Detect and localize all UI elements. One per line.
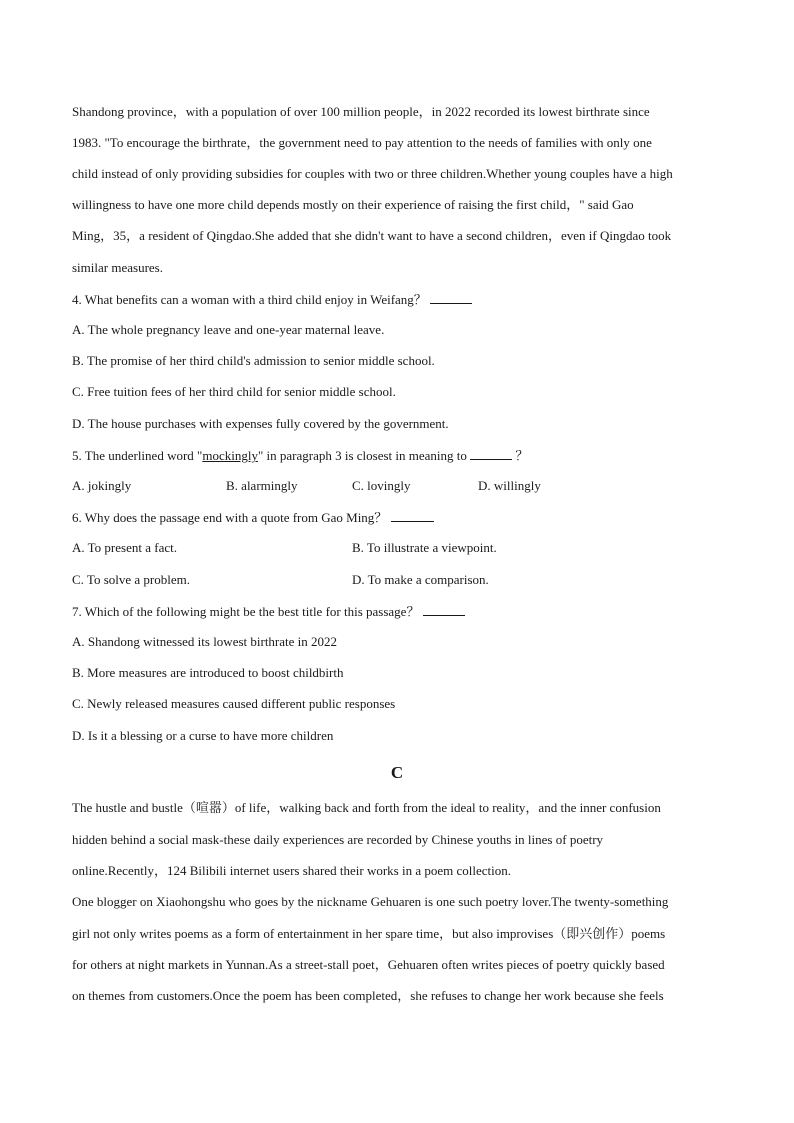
question-6-stem: [72, 509, 434, 526]
question-5-text-end: ？: [515, 448, 529, 463]
question-6-text: 6. Why does the passage end with a quote from Gao Ming？: [72, 510, 388, 525]
passage-line-1: Shandong province，with a population of over 100 million people，in 2022 recorded its lowest birthrate since: [72, 104, 650, 119]
question-5-text-before: 5. The underlined word ": [72, 448, 203, 463]
question-4-stem: [72, 291, 472, 308]
question-5-option-a: A. jokingly: [72, 478, 132, 493]
question-4-option-a: A. The whole pregnancy leave and one-year maternal leave.: [72, 322, 385, 337]
section-c-line-6: for others at night markets in Yunnan.As a street-stall poet，Gehuaren often writes pieces of poetry quickly based: [72, 957, 665, 972]
section-c-line-3: online.Recently，124 Bilibili internet users shared their works in a poem collection.: [72, 863, 512, 878]
question-6-option-d: D. To make a comparison.: [352, 572, 489, 587]
passage-line-2: 1983. "To encourage the birthrate，the government need to pay attention to the needs of families with only one: [72, 135, 652, 150]
answer-blank-5[interactable]: [470, 447, 512, 460]
section-c-line-1: The hustle and bustle（喧嚣）of life，walking back and forth from the ideal to reality，and the inner confusion: [72, 800, 661, 815]
question-5-option-b: B. alarmingly: [226, 478, 298, 493]
question-5-option-c: C. lovingly: [352, 478, 411, 493]
section-c-line-5: girl not only writes poems as a form of entertainment in her spare time，but also improvises（即兴创作）poems: [72, 926, 666, 941]
question-7-option-a: A. Shandong witnessed its lowest birthrate in 2022: [72, 634, 338, 649]
question-5-option-d: D. willingly: [478, 478, 541, 493]
underlined-word: mockingly: [202, 448, 258, 463]
question-4-option-c: C. Free tuition fees of her third child for senior middle school.: [72, 384, 396, 399]
passage-line-5: Ming，35，a resident of Qingdao.She added that she didn't want to have a second children，even if Qingdao took: [72, 228, 672, 243]
section-c-line-4: One blogger on Xiaohongshu who goes by the nickname Gehuaren is one such poetry lover.The twenty-something: [72, 894, 669, 909]
question-4-option-b: B. The promise of her third child's admission to senior middle school.: [72, 353, 435, 368]
answer-blank-4[interactable]: [430, 291, 472, 304]
question-4-text: 4. What benefits can a woman with a third child enjoy in Weifang？: [72, 292, 427, 307]
question-7-option-d: D. Is it a blessing or a curse to have more children: [72, 728, 334, 743]
question-5-stem: [72, 447, 528, 464]
passage-line-6: similar measures.: [72, 260, 163, 275]
section-c-line-7: on themes from customers.Once the poem has been completed，she refuses to change her work because she feels: [72, 988, 664, 1003]
section-heading-c: C: [390, 763, 404, 782]
question-6-option-a: A. To present a fact.: [72, 540, 177, 555]
question-5-text-after: " in paragraph 3 is closest in meaning to: [257, 448, 467, 463]
passage-line-4: willingness to have one more child depends mostly on their experience of raising the first child，" said Gao: [72, 197, 634, 212]
question-7-stem: [72, 603, 465, 620]
question-4-option-d: D. The house purchases with expenses fully covered by the government.: [72, 416, 449, 431]
question-6-option-c: C. To solve a problem.: [72, 572, 191, 587]
question-7-option-c: C. Newly released measures caused different public responses: [72, 696, 396, 711]
question-7-option-b: B. More measures are introduced to boost childbirth: [72, 665, 344, 680]
section-c-line-2: hidden behind a social mask-these daily experiences are recorded by Chinese youths in lines of poetry: [72, 832, 604, 847]
answer-blank-6[interactable]: [391, 509, 434, 522]
answer-blank-7[interactable]: [423, 603, 465, 616]
passage-line-3: child instead of only providing subsidies for couples with two or three children.Whether young couples have a high: [72, 166, 673, 181]
question-6-option-b: B. To illustrate a viewpoint.: [352, 540, 497, 555]
question-7-text: 7. Which of the following might be the best title for this passage？: [72, 604, 420, 619]
